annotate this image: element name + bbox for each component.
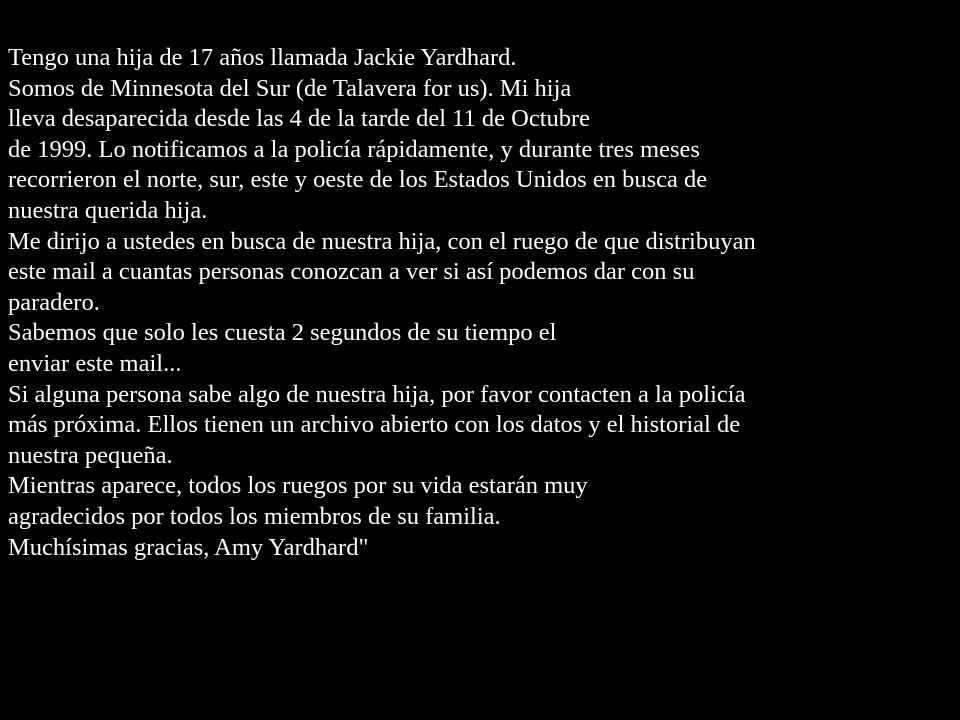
- text-line-3: lleva desaparecida desde las 4 de la tarde del 11 de Octubre: [8, 105, 591, 133]
- text-line-13: más próxima. Ellos tienen un archivo abierto con los datos y el historial de: [8, 411, 741, 439]
- text-line-14: nuestra pequeña.: [8, 441, 173, 469]
- text-line-5: recorrieron el norte, sur, este y oeste de los Estados Unidos en busca de: [8, 166, 708, 194]
- text-line-2: Somos de Minnesota del Sur (de Talavera for us). Mi hija: [8, 74, 572, 102]
- text-line-11: enviar este mail...: [8, 349, 182, 377]
- text-line-12: Si alguna persona sabe algo de nuestra hija, por favor contacten a la policía: [8, 380, 746, 408]
- text-line-16: agradecidos por todos los miembros de su familia.: [8, 502, 501, 530]
- letter-text: [8, 43, 960, 563]
- text-line-6: nuestra querida hija.: [8, 196, 208, 224]
- text-line-9: paradero.: [8, 288, 100, 316]
- text-line-7: Me dirijo a ustedes en busca de nuestra hija, con el ruego de que distribuyan: [8, 227, 756, 255]
- text-line-4: de 1999. Lo notificamos a la policía rápidamente, y durante tres meses: [8, 135, 700, 163]
- text-line-17: Muchísimas gracias, Amy Yardhard": [8, 533, 369, 561]
- text-line-15: Mientras aparece, todos los ruegos por su vida estarán muy: [8, 472, 588, 500]
- text-line-8: este mail a cuantas personas conozcan a ver si así podemos dar con su: [8, 258, 695, 286]
- text-line-10: Sabemos que solo les cuesta 2 segundos de su tiempo el: [8, 319, 557, 347]
- text-line-1: Tengo una hija de 17 años llamada Jackie Yardhard.: [8, 44, 517, 71]
